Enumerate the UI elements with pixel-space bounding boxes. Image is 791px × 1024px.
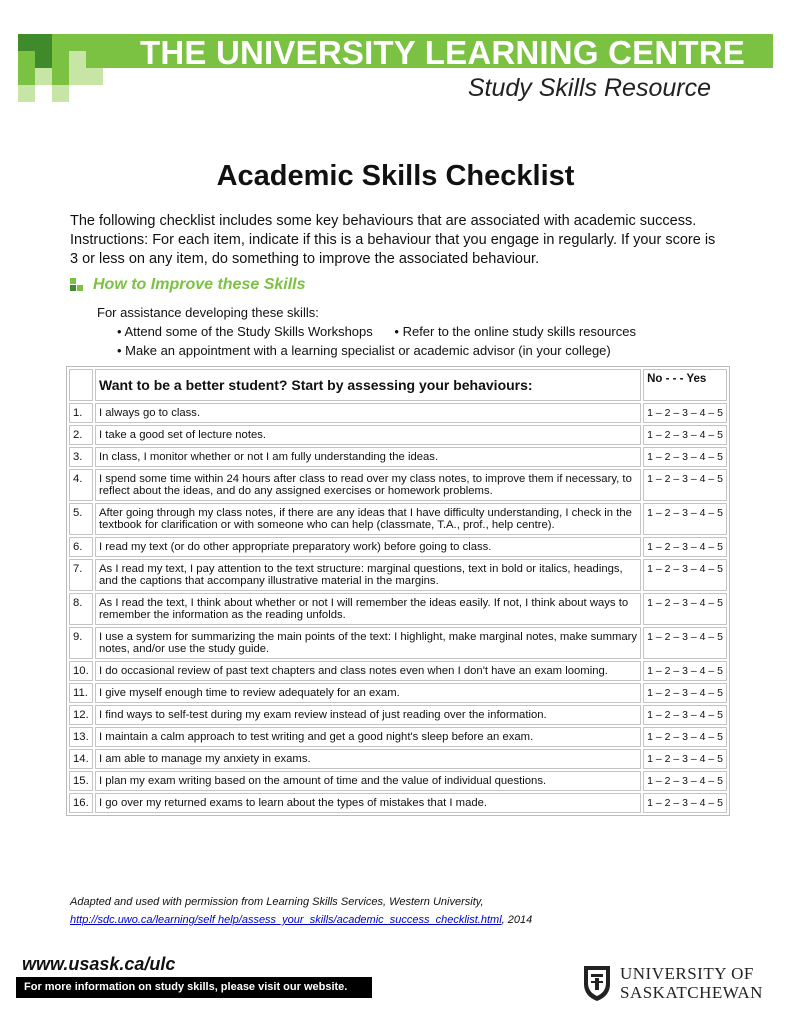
rating-scale[interactable]: 1 – 2 – 3 – 4 – 5 — [643, 705, 727, 725]
row-number: 4. — [69, 469, 93, 501]
table-row — [69, 469, 727, 501]
intro-line: Instructions: For each item, indicate if this is a behaviour that you engage in regularly. If your score is — [70, 232, 716, 248]
row-number: 16. — [69, 793, 93, 813]
rating-scale[interactable]: 1 – 2 – 3 – 4 – 5 — [643, 503, 727, 535]
table-row — [69, 559, 727, 591]
row-number: 13. — [69, 727, 93, 747]
row-text: I spend some time within 24 hours after class to read over my class notes, to improve them if necessary, to reflect about the ideas, and do any assigned exercises or homework problems. — [95, 469, 641, 501]
credit-suffix: , 2014 — [501, 914, 533, 926]
table-row — [69, 593, 727, 625]
row-number: 3. — [69, 447, 93, 467]
rating-scale[interactable]: 1 – 2 – 3 – 4 – 5 — [643, 469, 727, 501]
website-url[interactable]: www.usask.ca/ulc — [22, 954, 176, 974]
mosaic-square — [18, 51, 35, 68]
row-text: I am able to manage my anxiety in exams. — [95, 749, 641, 769]
rating-scale[interactable]: 1 – 2 – 3 – 4 – 5 — [643, 447, 727, 467]
row-text: I give myself enough time to review adequately for an exam. — [95, 683, 641, 703]
table-row — [69, 503, 727, 535]
row-text: I find ways to self-test during my exam review instead of just reading over the information. — [95, 705, 641, 725]
rating-scale[interactable]: 1 – 2 – 3 – 4 – 5 — [643, 771, 727, 791]
table-row — [69, 793, 727, 813]
row-text: As I read the text, I think about whether or not I will remember the ideas easily. If not, I think about ways to remember the information as the reading unfolds. — [95, 593, 641, 625]
university-name-line: UNIVERSITY OF — [620, 964, 754, 983]
table-row — [69, 771, 727, 791]
mosaic-square — [86, 68, 103, 85]
table-row — [69, 627, 727, 659]
brand-subtitle: Study Skills Resource — [467, 74, 711, 102]
row-text: After going through my class notes, if there are any ideas that I have difficulty understanding, I check in the textbook for clarification or with someone who can help (classmate, T.A., prof., help centre). — [95, 503, 641, 535]
table-row — [69, 537, 727, 557]
mosaic-square — [35, 68, 52, 85]
row-text: In class, I monitor whether or not I am fully understanding the ideas. — [95, 447, 641, 467]
credit-line: Adapted and used with permission from Learning Skills Services, Western University, — [70, 896, 484, 908]
row-text: I always go to class. — [95, 403, 641, 423]
row-number: 15. — [69, 771, 93, 791]
rating-scale[interactable]: 1 – 2 – 3 – 4 – 5 — [643, 661, 727, 681]
mosaic-square — [52, 51, 69, 68]
header-num-cell — [69, 369, 93, 401]
checklist-table — [66, 366, 730, 816]
rating-scale[interactable]: 1 – 2 – 3 – 4 – 5 — [643, 683, 727, 703]
info-bar: For more information on study skills, please visit our website. — [16, 977, 372, 998]
table-header-row — [69, 369, 727, 401]
rating-scale[interactable]: 1 – 2 – 3 – 4 – 5 — [643, 537, 727, 557]
mosaic-square — [35, 34, 52, 51]
rating-scale[interactable]: 1 – 2 – 3 – 4 – 5 — [643, 425, 727, 445]
row-number: 14. — [69, 749, 93, 769]
assistance-bullet: • Make an appointment with a learning specialist or academic advisor (in your college) — [117, 343, 611, 358]
assistance-bullet: • Refer to the online study skills resources — [394, 324, 636, 339]
university-crest-icon — [582, 964, 612, 1002]
row-text: I maintain a calm approach to test writing and get a good night's sleep before an exam. — [95, 727, 641, 747]
row-number: 10. — [69, 661, 93, 681]
university-logo — [582, 964, 763, 1002]
mosaic-square — [18, 68, 35, 85]
row-number: 12. — [69, 705, 93, 725]
row-number: 6. — [69, 537, 93, 557]
rating-scale[interactable]: 1 – 2 – 3 – 4 – 5 — [643, 559, 727, 591]
row-number: 2. — [69, 425, 93, 445]
mosaic-square — [69, 68, 86, 85]
assistance-bullet: • Attend some of the Study Skills Workshops — [117, 324, 373, 339]
row-text: I use a system for summarizing the main points of the text: I highlight, make marginal notes, make summary notes, and/or use the study guide. — [95, 627, 641, 659]
university-name-line: SASKATCHEWAN — [620, 983, 763, 1002]
intro-text — [70, 212, 730, 269]
green-squares-icon — [70, 278, 84, 292]
mosaic-square — [35, 51, 52, 68]
assistance-block — [97, 303, 636, 360]
row-number: 5. — [69, 503, 93, 535]
row-text: I read my text (or do other appropriate preparatory work) before going to class. — [95, 537, 641, 557]
mosaic-square — [52, 85, 69, 102]
row-number: 7. — [69, 559, 93, 591]
table-row — [69, 661, 727, 681]
mosaic-square — [52, 34, 69, 51]
mosaic-square — [69, 51, 86, 68]
rating-scale[interactable]: 1 – 2 – 3 – 4 – 5 — [643, 749, 727, 769]
mosaic-square — [86, 34, 103, 51]
table-row — [69, 447, 727, 467]
credit-note — [70, 893, 532, 929]
improve-heading-text: How to Improve these Skills — [93, 276, 306, 293]
rating-scale[interactable]: 1 – 2 – 3 – 4 – 5 — [643, 593, 727, 625]
mosaic-square — [18, 34, 35, 51]
table-row — [69, 727, 727, 747]
row-number: 8. — [69, 593, 93, 625]
improve-heading — [70, 276, 306, 294]
mosaic-square — [52, 68, 69, 85]
row-number: 1. — [69, 403, 93, 423]
table-row — [69, 705, 727, 725]
rating-scale[interactable]: 1 – 2 – 3 – 4 – 5 — [643, 727, 727, 747]
table-row — [69, 403, 727, 423]
row-text: I do occasional review of past text chapters and class notes even when I don't have an exam looming. — [95, 661, 641, 681]
table-row — [69, 425, 727, 445]
rating-scale[interactable]: 1 – 2 – 3 – 4 – 5 — [643, 627, 727, 659]
row-text: I go over my returned exams to learn about the types of mistakes that I made. — [95, 793, 641, 813]
table-row — [69, 749, 727, 769]
mosaic-square — [69, 34, 86, 51]
intro-line: 3 or less on any item, do something to improve the associated behaviour. — [70, 251, 540, 267]
credit-link[interactable]: http://sdc.uwo.ca/learning/self help/assess_your_skills/academic_success_checklist.html — [70, 914, 502, 926]
assistance-lead: For assistance developing these skills: — [97, 305, 319, 320]
row-number: 9. — [69, 627, 93, 659]
header-scale: No - - - Yes — [643, 369, 727, 401]
rating-scale[interactable]: 1 – 2 – 3 – 4 – 5 — [643, 403, 727, 423]
row-number: 11. — [69, 683, 93, 703]
table-row — [69, 683, 727, 703]
intro-line: The following checklist includes some key behaviours that are associated with academic success. — [70, 213, 697, 229]
row-text: As I read my text, I pay attention to the text structure: marginal questions, text in bold or italics, headings, and the captions that accompany illustrative material in the margins. — [95, 559, 641, 591]
mosaic-square — [18, 85, 35, 102]
row-text: I take a good set of lecture notes. — [95, 425, 641, 445]
row-text: I plan my exam writing based on the amount of time and the value of individual questions. — [95, 771, 641, 791]
mosaic-square — [86, 51, 103, 68]
document-title: Academic Skills Checklist — [216, 160, 575, 192]
header-question: Want to be a better student? Start by assessing your behaviours: — [95, 369, 641, 401]
brand-title: THE UNIVERSITY LEARNING CENTRE — [140, 34, 745, 71]
rating-scale[interactable]: 1 – 2 – 3 – 4 – 5 — [643, 793, 727, 813]
